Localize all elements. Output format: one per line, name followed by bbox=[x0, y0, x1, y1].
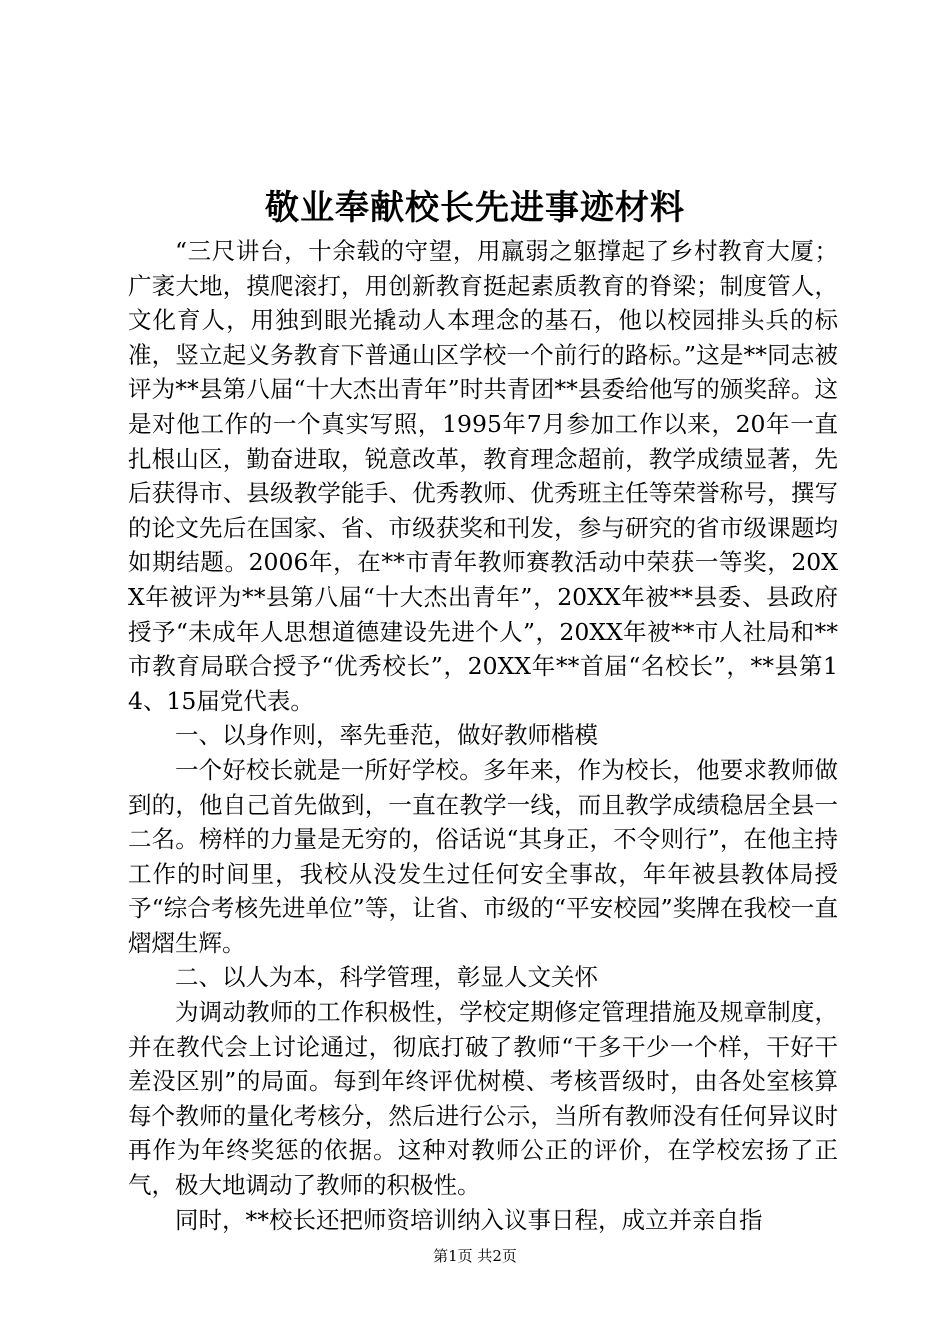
page-number-footer: 第1页 共2页 bbox=[433, 1247, 517, 1265]
section-heading-2: 二、以人为本，科学管理，彰显人文关怀 bbox=[175, 963, 598, 992]
section-2-paragraph: 为调动教师的工作积极性，学校定期修定管理措施及规章制度，并在教代会上讨论通过，彻底打破了教师“干多干少一个样，干好干差没区别”的局面。每到年终评优树模、考核晋级时，由各处室核算每个教师的量化考核分，然后进行公示，当所有教师没有任何异议时再作为年终奖惩的依据。这种对教师公正的评价，在学校宏扬了正气，极大地调动了教师的积极性。 bbox=[128, 998, 838, 1200]
section-1-paragraph: 一个好校长就是一所好学校。多年来，作为校长，他要求教师做到的，他自己首先做到，一直在教学一线，而且教学成绩稳居全县一二名。榜样的力量是无穷的，俗话说“其身正，不令则行”，在他主持工作的时间里，我校从没发生过任何安全事故，年年被县教体局授予“综合考核先进单位”等，让省、市级的“平安校园”奖牌在我校一直熠熠生辉。 bbox=[128, 755, 838, 957]
document-body bbox=[128, 234, 838, 1237]
document-title: 敬业奉献校长先进事迹材料 bbox=[265, 188, 685, 228]
section-2-paragraph-continued: 同时，**校长还把师资培训纳入议事日程，成立并亲自指 bbox=[175, 1205, 763, 1234]
intro-paragraph: “三尺讲台，十余载的守望，用羸弱之躯撑起了乡村教育大厦；广袤大地，摸爬滚打，用创新教育挺起素质教育的脊梁；制度管人，文化育人，用独到眼光撬动人本理念的基石，他以校园排头兵的标准，竖立起义务教育下普通山区学校一个前行的路标。”这是**同志被评为**县第八届“十大杰出青年”时共青团**县委给他写的颁奖辞。这是对他工作的一个真实写照，1995年7月参加工作以来，20年一直扎根山区，勤奋进取，锐意改革，教育理念超前，教学成绩显著，先后获得市、县级教学能手、优秀教师、优秀班主任等荣誉称号，撰写的论文先后在国家、省、市级获奖和刊发，参与研究的省市级课题均如期结题。2006年，在**市青年教师赛教活动中荣获一等奖，20XX年被评为**县第八届“十大杰出青年”，20XX年被**县委、县政府授予“未成年人思想道德建设先进个人”，20XX年被**市人社局和**市教育局联合授予“优秀校长”，20XX年**首届“名校长”，**县第14、15届党代表。 bbox=[128, 237, 838, 715]
section-heading-1: 一、以身作则，率先垂范，做好教师楷模 bbox=[175, 721, 598, 750]
